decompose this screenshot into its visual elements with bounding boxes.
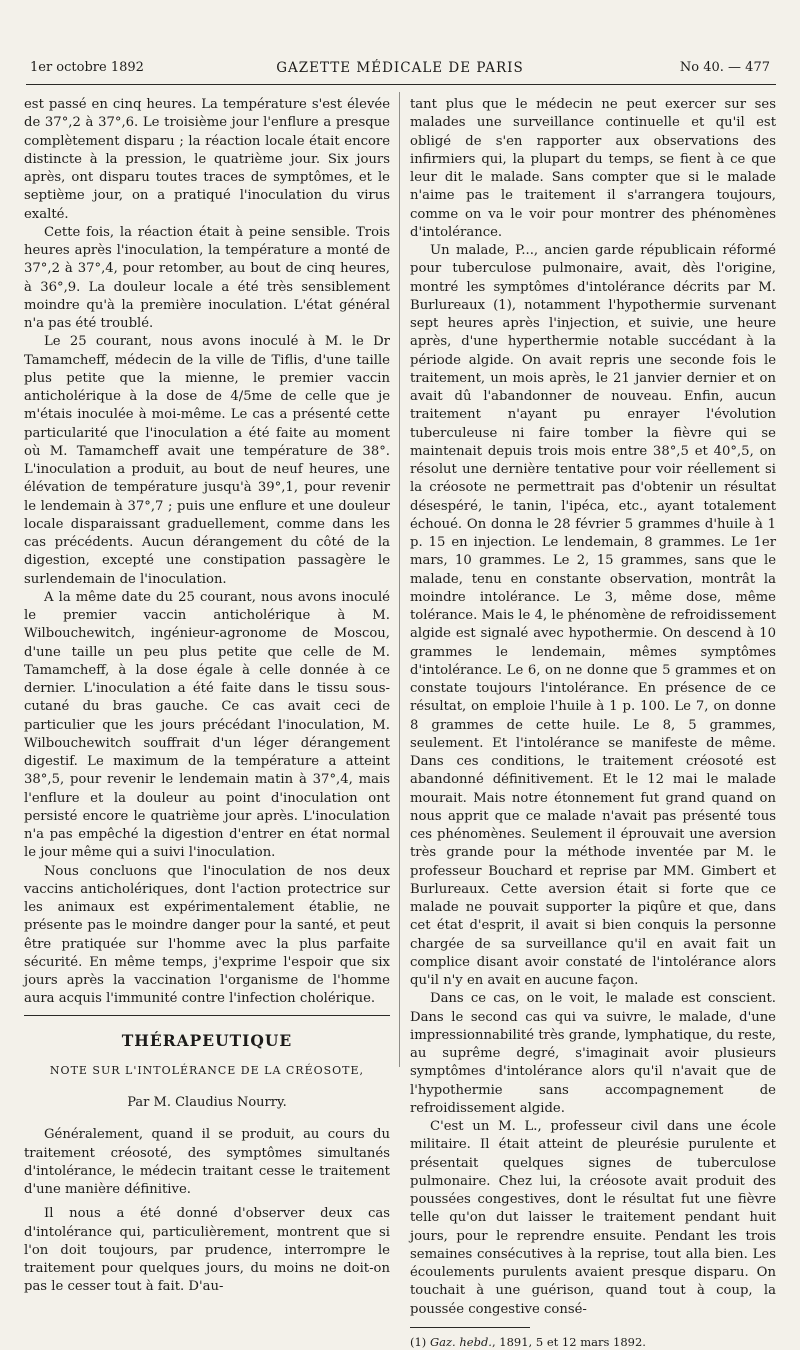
left-column [24,96,390,1297]
section-divider [24,1015,390,1016]
journal-title: GAZETTE MÉDICALE DE PARIS [276,60,524,76]
paragraph: Nous concluons que l'inoculation de nos deux vaccins anticholériques, dont l'action protectrice sur les animaux est expérimentalement établie, ne présente pas le moindre danger pour la santé, et peut être pratiquée sur l'homme avec la plus parfaite sécurité. En même temps, j'exprime l'espoir que six jours après la vaccination l'organisme de l'homme aura acquis l'immunité contre l'infection cholérique. [24,863,390,1007]
footnote-text: , 1891, 5 et 12 mars 1892. [491,1334,646,1349]
paragraph: Généralement, quand il se produit, au cours du traitement créosoté, des symptômes simultanés d'intolérance, le médecin traitant cesse le traitement d'une manière définitive. [24,1127,390,1197]
paragraph: C'est un M. L., professeur civil dans une école militaire. Il était atteint de pleurésie purulente et présentait quelques signes de tuberculose pulmonaire. Chez lui, la créosote avait produit des poussées congestives, dont le résultat fut une fièvre telle qu'on dut laisser le traitement pendant huit jours, pour le reprendre ensuite. Pendant les trois semaines consécutives à la reprise, tout alla bien. Les écoulements purulents avaient presque disparu. On touchait à une guérison, quand tout à coup, la poussée congestive consé- [410,1119,776,1317]
issue-date: 1er octobre 1892 [30,60,144,75]
paragraph: A la même date du 25 courant, nous avons inoculé le premier vaccin anticholérique à M. Wilbouchewitch, ingénieur-agronome de Moscou, d'une taille un peu plus petite que celle de M. Tamamcheff, à la dose égale à celle donnée à ce dernier. L'inoculation a été faite dans le tissu sous-cutané du bras gauche. Ce cas avait ceci de particulier que les jours précédant l'inoculation, M. Wilbouchewitch souffrait d'un léger dérangement digestif. Le maximum de la température a atteint 38°,5, pour revenir le lendemain matin à 37°,4, mais l'enflure et la douleur au point d'inoculation ont persisté encore le quatrième jour après. L'inoculation n'a pas empêché la digestion d'entrer en état normal le jour même qui a suivi l'inoculation. [24,589,390,861]
footnote-mark: (1) [410,1334,427,1349]
paragraph: est passé en cinq heures. La température s'est élevée de 37°,2 à 37°,6. Le troisième jour l'enflure a presque complètement disparu ; la réaction locale était encore distincte à la pression, le quatrième jour. Six jours après, ont disparu toutes traces de symptômes, et le septième jour, on a pratiqué l'inoculation du virus exalté. [24,97,390,222]
paragraph: Dans ce cas, on le voit, le malade est conscient. Dans le second cas qui va suivre, le malade, d'une impressionnabilité très grande, lymphatique, du reste, au suprême degré, s'imaginait avoir plusieurs symptômes d'intolérance alors qu'il n'avait que de l'hypothermie sans accompagnement de refroidissement algide. [410,991,776,1116]
paragraph: Un malade, P..., ancien garde républicain réformé pour tuberculose pulmonaire, avait, dès l'origine, montré les symptômes d'intolérance décrits par M. Burlureaux (1), notamment l'hypothermie survenant sept heures après l'injection, et suivie, une heure après, d'une hyperthermie notable succédant à la période algide. On avait repris une seconde fois le traitement, un mois après, le 21 janvier dernier et on avait dû l'abandonner de nouveau. Enfin, aucun traitement n'ayant pu enrayer l'évolution tuberculeuse ni faire tomber la fièvre qui se maintenait depuis trois mois entre 38°,5 et 40°,5, on résolut une dernière tentative pour voir réellement si la créosote ne permettrait pas d'obtenir un résultat désespéré, le tanin, l'ipéca, etc., ayant totalement échoué. On donna le 28 février 5 grammes d'huile à 1 p. 15 en injection. Le lendemain, 8 grammes. Le 1er mars, 10 grammes. Le 2, 15 grammes, sans que le malade, tenu en constante observation, montrât la moindre intolérance. Le 3, même dose, même tolérance. Mais le 4, le phénomène de refroidissement algide est signalé avec hypothermie. On descend à 10 grammes le lendemain, mêmes symptômes d'intolérance. Le 6, on ne donne que 5 grammes et on constate toujours l'intolérance. En présence de ce résultat, on emploie l'huile à 1 p. 100. Le 7, on donne 8 grammes de cette huile. Le 8, 5 grammes, seulement. Et l'intolérance se manifeste de même. Dans ces conditions, le traitement créosoté est abandonné définitivement. Et le 12 mai le malade mourait. Mais notre étonnement fut grand quand on nous apprit que ce malade n'avait pas présenté tous ces phénomènes. Seulement il éprouvait une aversion très grande pour la méthode inventée par M. le professeur Bouchard et reprise par MM. Gimbert et Burlureaux. Cette aversion était si forte que ce malade ne pouvait supporter la piqûre et que, dans cet état d'esprit, il avait si bien conquis la personne chargée de sa surveillance qu'il en avait fait un complice disant avoir constaté de l'intolérance alors qu'il n'y en avait en aucune façon. [410,243,776,988]
column-divider [399,92,400,1067]
paragraph: Le 25 courant, nous avons inoculé à M. le Dr Tamamcheff, médecin de la ville de Tiflis, d'une taille plus petite que la mienne, le premier vaccin anticholérique à la dose de 4/5me de celle que je m'étais inoculée à moi-même. Le cas a présenté cette particularité que l'inoculation a été faite au moment où M. Tamamcheff avait une température de 38°. L'inoculation a produit, au bout de neuf heures, une élévation de température jusqu'à 39°,1, pour revenir le lendemain à 37°,7 ; puis une enflure et une douleur locale disparaissant graduellement, comme dans les cas précédents. Aucun dérangement du côté de la digestion, excepté une constipation passagère le surlendemain de l'inoculation. [24,334,390,587]
footnote-divider [410,1327,530,1328]
paragraph: Cette fois, la réaction était à peine sensible. Trois heures après l'inoculation, la température a monté de 37°,2 à 37°,4, pour retomber, au bout de cinq heures, à 36°,9. La douleur locale a été très sensiblement moindre qu'à la première inoculation. L'état général n'a pas été troublé. [24,224,390,331]
page-number: No 40. — 477 [679,60,770,75]
footnote-journal: Gaz. hebd. [429,1334,492,1349]
section-title: THÉRAPEUTIQUE [121,1030,293,1050]
paragraph: tant plus que le médecin ne peut exercer sur ses malades une surveillance continuelle et qu'il est obligé de s'en rapporter aux observations des infirmiers qui, la plupart du temps, se fient à ce que leur dit le malade. Sans compter que si le malade n'aime pas le traitement il s'arrangera toujours, comme on va le voir pour montrer des phénomènes d'intolérance. [410,97,776,240]
footnote [410,1334,776,1350]
page-header [30,60,770,80]
paragraph: Il nous a été donné d'observer deux cas d'intolérance qui, particulièrement, montrent que si l'on doit toujours, par prudence, interrompre le traitement pour quelques jours, du moins ne doit-on pas le cesser tout à fait. D'au- [24,1206,390,1295]
right-column [410,96,776,1350]
header-rule [26,84,776,85]
article-author: Par M. Claudius Nourry. [127,1095,287,1110]
article-title: NOTE SUR L'INTOLÉRANCE DE LA CRÉOSOTE, [49,1063,365,1077]
